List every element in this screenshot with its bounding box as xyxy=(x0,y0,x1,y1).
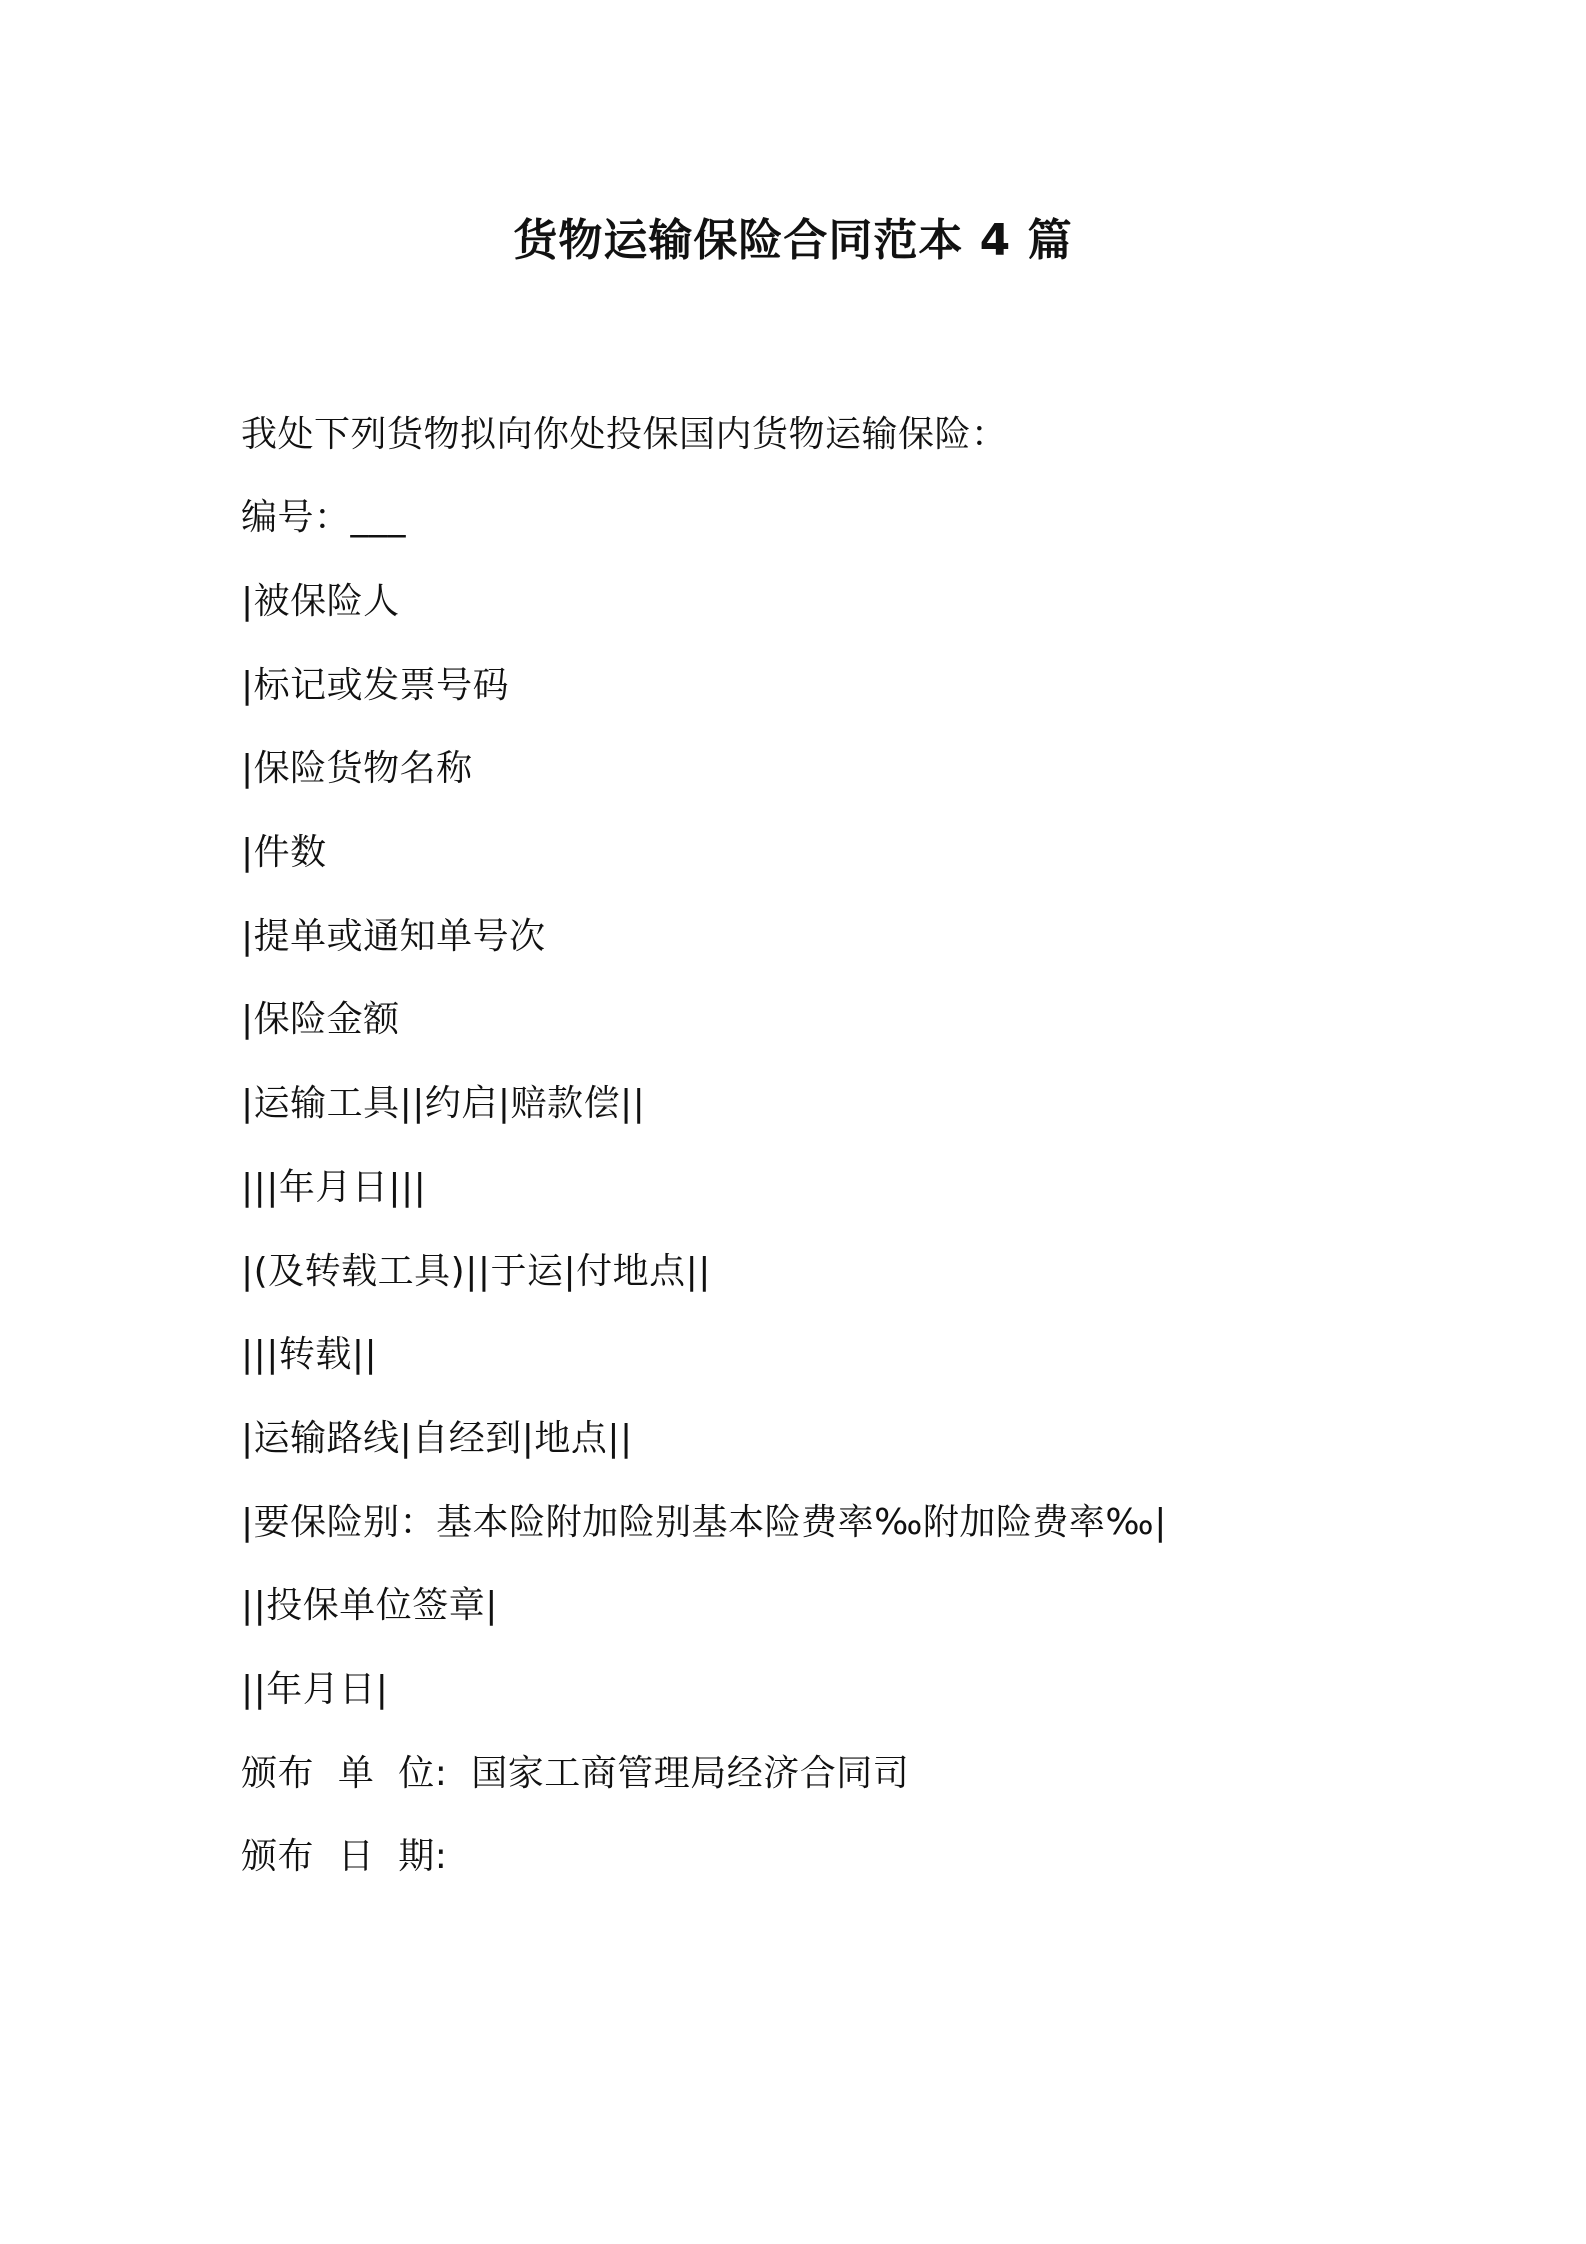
form-line: |提单或通知单号次 xyxy=(241,916,546,957)
form-line: |保险货物名称 xyxy=(241,748,473,789)
document-title: 货物运输保险合同范本 4 篇 xyxy=(513,215,1073,266)
form-line: |||转载|| xyxy=(241,1334,378,1375)
number-line: 编号：___ xyxy=(241,497,407,538)
form-line: |被保险人 xyxy=(241,581,400,622)
issue-date-line: 颁布 日 期: xyxy=(241,1836,448,1877)
form-line: |保险金额 xyxy=(241,999,400,1040)
form-line: |件数 xyxy=(241,832,327,873)
form-line: |||年月日||| xyxy=(241,1167,427,1208)
form-line: |要保险别：基本险附加险别基本险费率‰附加险费率‰| xyxy=(241,1502,1167,1543)
form-line: |运输路线|自经到|地点|| xyxy=(241,1418,633,1459)
form-line: |(及转载工具)||于运|付地点|| xyxy=(241,1251,711,1292)
form-line: ||年月日| xyxy=(241,1669,389,1710)
intro-line: 我处下列货物拟向你处投保国内货物运输保险： xyxy=(241,414,1008,455)
issuer-line: 颁布 单 位: 国家工商管理局经济合同司 xyxy=(241,1753,910,1794)
form-line: |运输工具||约启|赔款偿|| xyxy=(241,1083,646,1124)
form-line: |标记或发票号码 xyxy=(241,665,510,706)
form-line: ||投保单位签章| xyxy=(241,1585,498,1626)
